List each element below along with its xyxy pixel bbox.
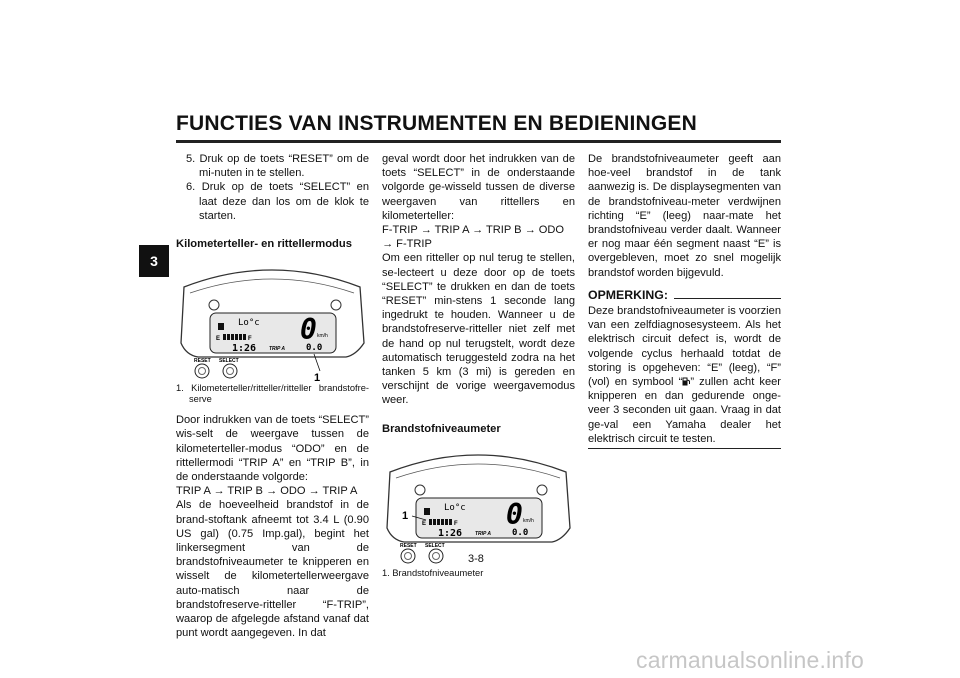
lcd-speed-unit: km/h (523, 517, 534, 524)
lcd-clock: 1:26 (232, 343, 257, 355)
section-heading-odometer: Kilometerteller- en rittellermodus (176, 238, 352, 251)
body-paragraph-1: Door indrukken van de toets “SELECT” wis-selt de weergave tussen de kilometerteller-modus “ODO” en de rittellermodi “TRIP A” en “TRIP B”, in de onderstaande volgorde: (176, 414, 369, 484)
lcd-trip-label: TRIP A (269, 346, 286, 353)
reset-button (195, 364, 209, 378)
reset-label: RESET (400, 542, 417, 549)
watermark: carmanualsonline.info (636, 647, 864, 673)
note-end-rule (588, 448, 781, 449)
fuel-pump-icon (424, 508, 430, 515)
sequence-line-1: TRIP A → TRIP B → ODO → TRIP A (176, 485, 358, 498)
lcd-trip-value: 0.0 (306, 343, 323, 354)
select-label: SELECT (219, 358, 239, 365)
note-heading (588, 288, 781, 302)
lcd-temp: Lo°c (444, 502, 466, 513)
body-paragraph-3: geval wordt door het indrukken van de toets “SELECT” in de onderstaande volgorde ge-wisseld tussen de diverse weergaven van rittellers en kilometerteller: (382, 153, 575, 222)
note-label: OPMERKING: (588, 287, 668, 302)
fuel-gauge-f: F (454, 520, 458, 527)
fuel-pump-icon (218, 323, 224, 330)
lcd-temp: Lo°c (238, 318, 260, 329)
section-heading-fuel: Brandstofniveaumeter (382, 422, 501, 435)
instrument-panel-figure-2 (382, 446, 575, 566)
column-2 (382, 152, 575, 579)
lcd-trip-value: 0.0 (512, 527, 529, 538)
figure-callout-2: 1 (402, 509, 409, 522)
select-label: SELECT (425, 542, 445, 549)
step-5: 5. Druk op de toets “RESET” om de mi-nuten in te stellen. (186, 153, 369, 180)
sequence-line-2: F-TRIP → TRIP A → TRIP B → ODO → F-TRIP (382, 224, 565, 251)
select-button (223, 364, 237, 378)
figure-callout-1: 1 (314, 372, 321, 382)
fuel-gauge-f: F (248, 336, 252, 343)
page-title: FUNCTIES VAN INSTRUMENTEN EN BEDIENINGEN (176, 112, 697, 135)
figure-caption-2: 1. Brandstofniveaumeter (382, 567, 484, 578)
page-number: 3-8 (468, 553, 484, 565)
lcd-clock: 1:26 (438, 527, 463, 539)
step-6: 6. Druk op de toets “SELECT” en laat deze dan los om de klok te starten. (186, 181, 369, 222)
figure-caption-1: 1. Kilometerteller/ritteller/ritteller brandstofre-serve (176, 383, 369, 405)
title-rule (176, 140, 781, 143)
instrument-panel-figure-1 (176, 261, 369, 381)
lcd-speed: 0 (506, 497, 523, 531)
lcd-speed-unit: km/h (317, 333, 328, 340)
fuel-gauge-e: E (216, 336, 221, 343)
note-text: Deze brandstofniveaumeter is voorzien van een zelfdiagnosesysteem. Als het elektrisch circuit defect is, wordt de volgende cyclus herhaald totdat de storing is opgeheven: “E” (leeg), “F” (vol) en symbool “ ” zullen acht keer knipperen en dan gedurende onge-veer 3 seconden uit gaan. Vraag in dat ge-val een Yamaha dealer het elektrisch circuit te testen. (588, 305, 781, 445)
body-paragraph-2: Als de hoeveelheid brandstof in de brand-stoftank afneemt tot 3.4 L (0.90 US gal) (0.75 Imp.gal), begint het linkersegment van de brandstofniveaumeter te knipperen en wisselt de kilometertellerweergave auto-matisch naar de brandstofreserve-ritteller “F-TRIP”, waarop de afgelegde afstand vanaf dat punt wordt aangegeven. In dat (176, 499, 369, 640)
body-paragraph-5: De brandstofniveaumeter geeft aan hoe-veel brandstof in de tank aanwezig is. De displaysegmenten van de brandstofniveau-meter verdwijnen richting “E” (leeg) naar-mate het brandstofniveau verder daalt. Wanneer er nog maar één segment naast “E” is overgebleven, moet zo snel mogelijk brandstof worden bijgevuld. (588, 153, 781, 279)
reset-button (401, 549, 415, 563)
body-paragraph-4: Om een ritteller op nul terug te stellen, se-lecteert u deze door op de toets “SELECT” te drukken en dan de toets “RESET” min-stens 1 seconde lang ingedrukt te houden. Wanneer u de brandstofreserve-ritteller niet zelf met de hand op nul terugstelt, wordt deze automatisch teruggesteld zodra na het tanken 5 km (3 mi) is gereden en verschijnt de vorige weergavemodus weer. (382, 252, 575, 407)
lcd-speed: 0 (300, 313, 317, 347)
fuel-gauge-e: E (422, 520, 427, 527)
reset-label: RESET (194, 358, 211, 365)
select-button (429, 549, 443, 563)
chapter-tab: 3 (139, 245, 169, 277)
column-1 (176, 152, 369, 640)
column-3 (588, 152, 781, 449)
lcd-trip-label: TRIP A (475, 530, 492, 537)
